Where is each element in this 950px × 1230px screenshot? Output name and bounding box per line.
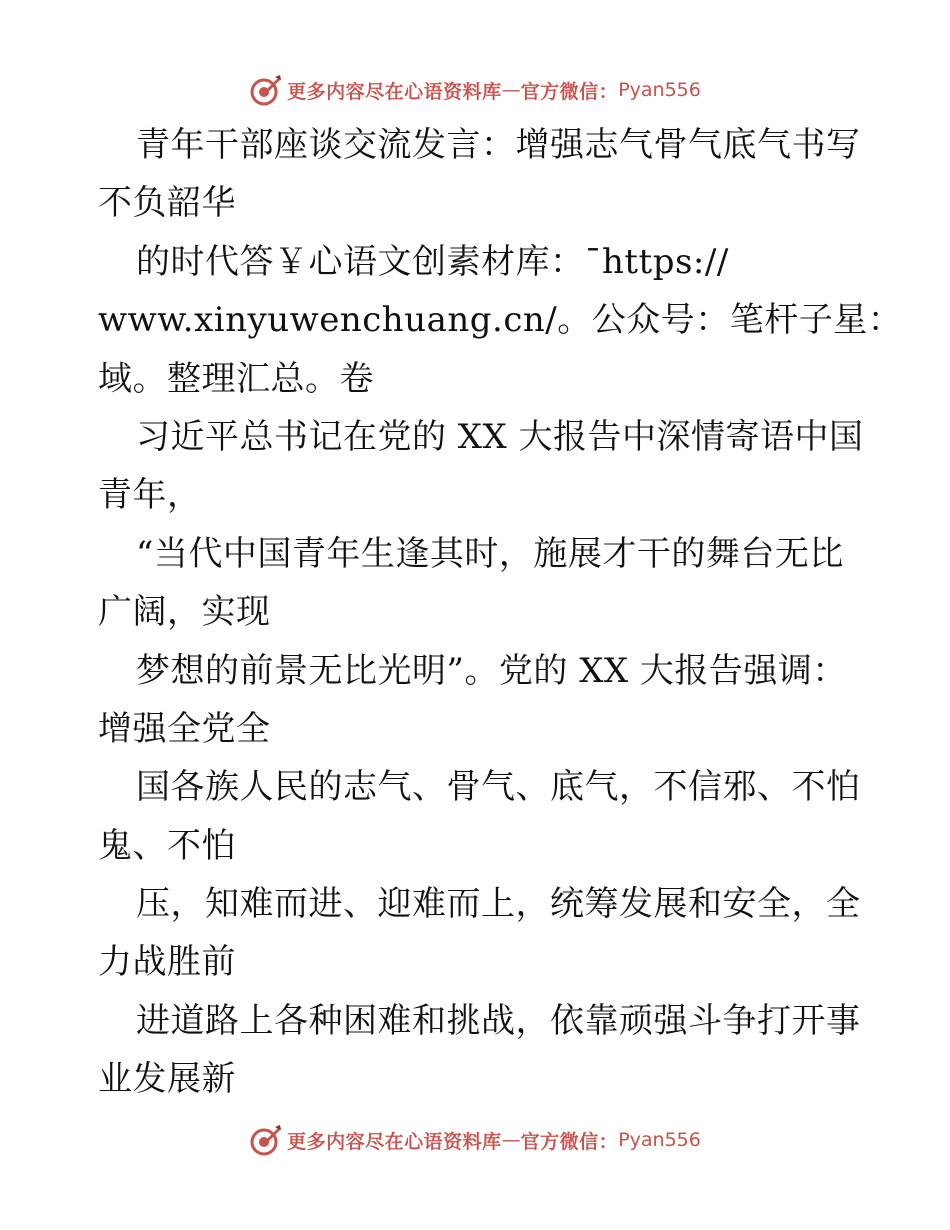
text-line: 域。整理汇总。卷 [98,358,374,399]
text-line: 鬼、不怕 [98,825,236,866]
text-line: 进道路上各种困难和挑战，依靠顽强斗争打开事 [136,1000,861,1041]
banner-wechat-id: Pyan556 [618,79,701,101]
text-line: 的时代答￥心语文创素材库：¯https:// [136,241,729,282]
text-line: www.xinyuwenchuang.cn/。公众号：笔杆子星： [98,300,903,341]
banner-dash: — [501,1129,521,1151]
text-line: 青年干部座谈交流发言：增强志气骨气底气书写 [136,125,861,165]
text-line: 广阔，实现 [98,592,271,633]
text-line: 习近平总书记在党的 XX 大报告中深情寄语中国 [136,416,864,457]
text-line: 压，知难而进、迎难而上，统筹发展和安全，全 [136,884,861,925]
text-line: “当代中国青年生逢其时，施展才干的舞台无比 [136,533,844,574]
banner-wechat-id: Pyan556 [618,1129,701,1151]
banner-dash: — [501,79,521,101]
text-line: 国各族人民的志气、骨气、底气，不信邪、不怕 [136,767,861,808]
banner-site-name: 更多内容尽在心语资料库 [287,80,502,103]
text-line: 业发展新 [98,1059,236,1100]
banner-site-name: 更多内容尽在心语资料库 [287,1130,502,1153]
text-line: 不负韶华 [98,183,236,224]
text-line: 梦想的前景无比光明”。党的 XX 大报告强调： [136,650,847,691]
brush-logo-icon [249,1123,283,1157]
document-body [98,116,903,1109]
brush-logo-icon [249,73,283,107]
banner-official-label: 官方微信： [520,1130,619,1153]
footer-banner [0,1120,950,1160]
text-line: 力战胜前 [98,942,236,983]
text-line: 青年， [98,475,202,516]
banner-official-label: 官方微信： [520,80,619,103]
header-banner [0,70,950,110]
text-line: 增强全党全 [98,708,271,749]
